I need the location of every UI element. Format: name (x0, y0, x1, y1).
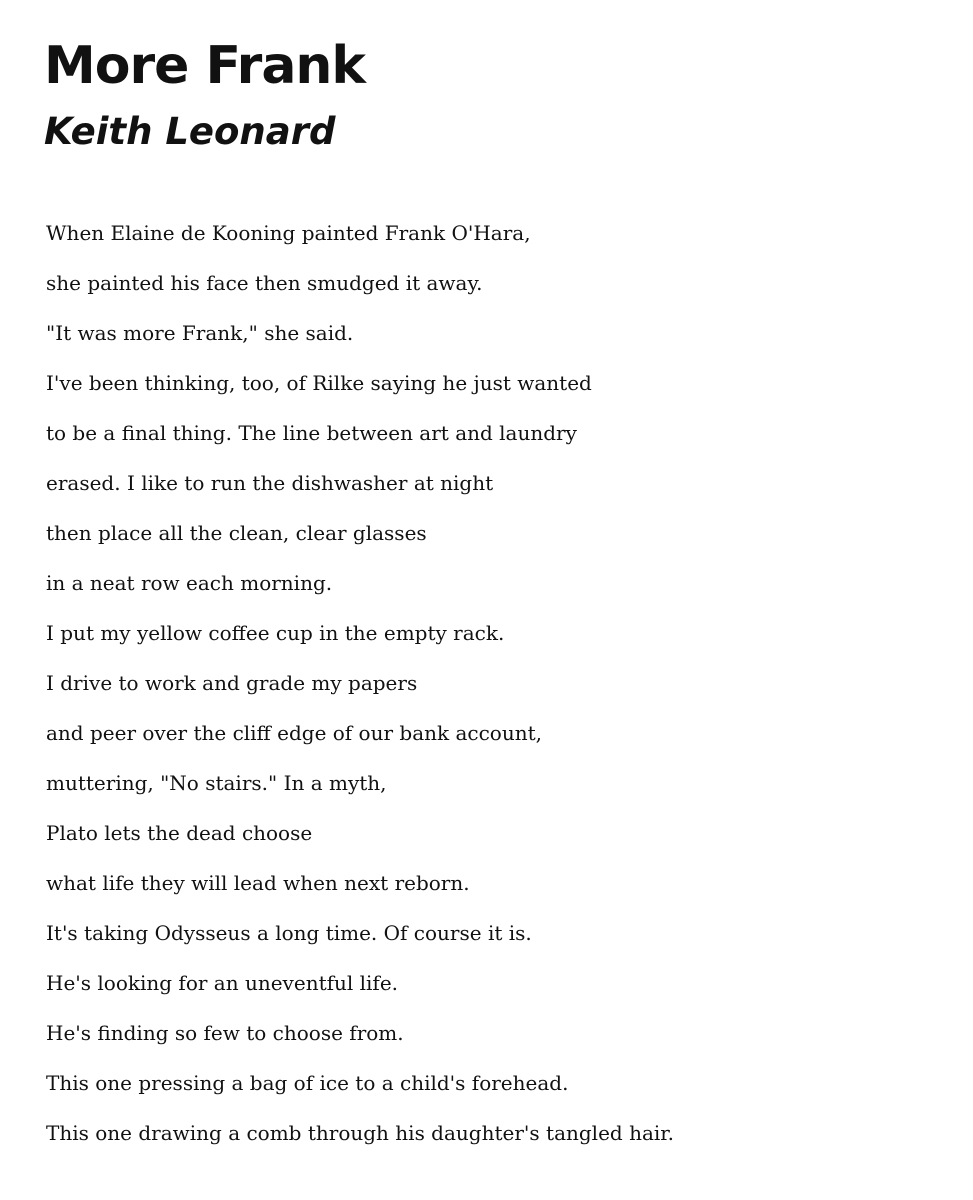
poem-line: she painted his face then smudged it away. (46, 271, 483, 295)
poem-line: and peer over the cliff edge of our bank account, (46, 721, 543, 745)
poem-line: It's taking Odysseus a long time. Of course it is. (46, 921, 532, 945)
poem-title: More Frank (44, 36, 366, 96)
poem-author: Keith Leonard (44, 110, 336, 153)
poem-line: When Elaine de Kooning painted Frank O'Hara, (46, 221, 531, 245)
poem-line: what life they will lead when next reborn. (46, 871, 470, 895)
poem-line: This one pressing a bag of ice to a child's forehead. (46, 1071, 569, 1095)
poem-line: He's finding so few to choose from. (46, 1021, 404, 1045)
poem-line: erased. I like to run the dishwasher at night (46, 471, 494, 495)
poem-line: I drive to work and grade my papers (46, 671, 418, 695)
poem-line: This one drawing a comb through his daughter's tangled hair. (46, 1121, 674, 1145)
poem-line: then place all the clean, clear glasses (46, 521, 427, 545)
poem-body (44, 154, 973, 1158)
poem-line: I put my yellow coffee cup in the empty rack. (46, 621, 505, 645)
poem-line: He's looking for an uneventful life. (46, 971, 399, 995)
poem-line: Plato lets the dead choose (46, 821, 313, 845)
poem-line: "It was more Frank," she said. (46, 321, 354, 345)
poem-line: muttering, "No stairs." In a myth, (46, 771, 387, 795)
poem-line: I've been thinking, too, of Rilke saying he just wanted (46, 371, 592, 395)
poem-line: to be a final thing. The line between art and laundry (46, 421, 577, 445)
poem-line: in a neat row each morning. (46, 571, 333, 595)
